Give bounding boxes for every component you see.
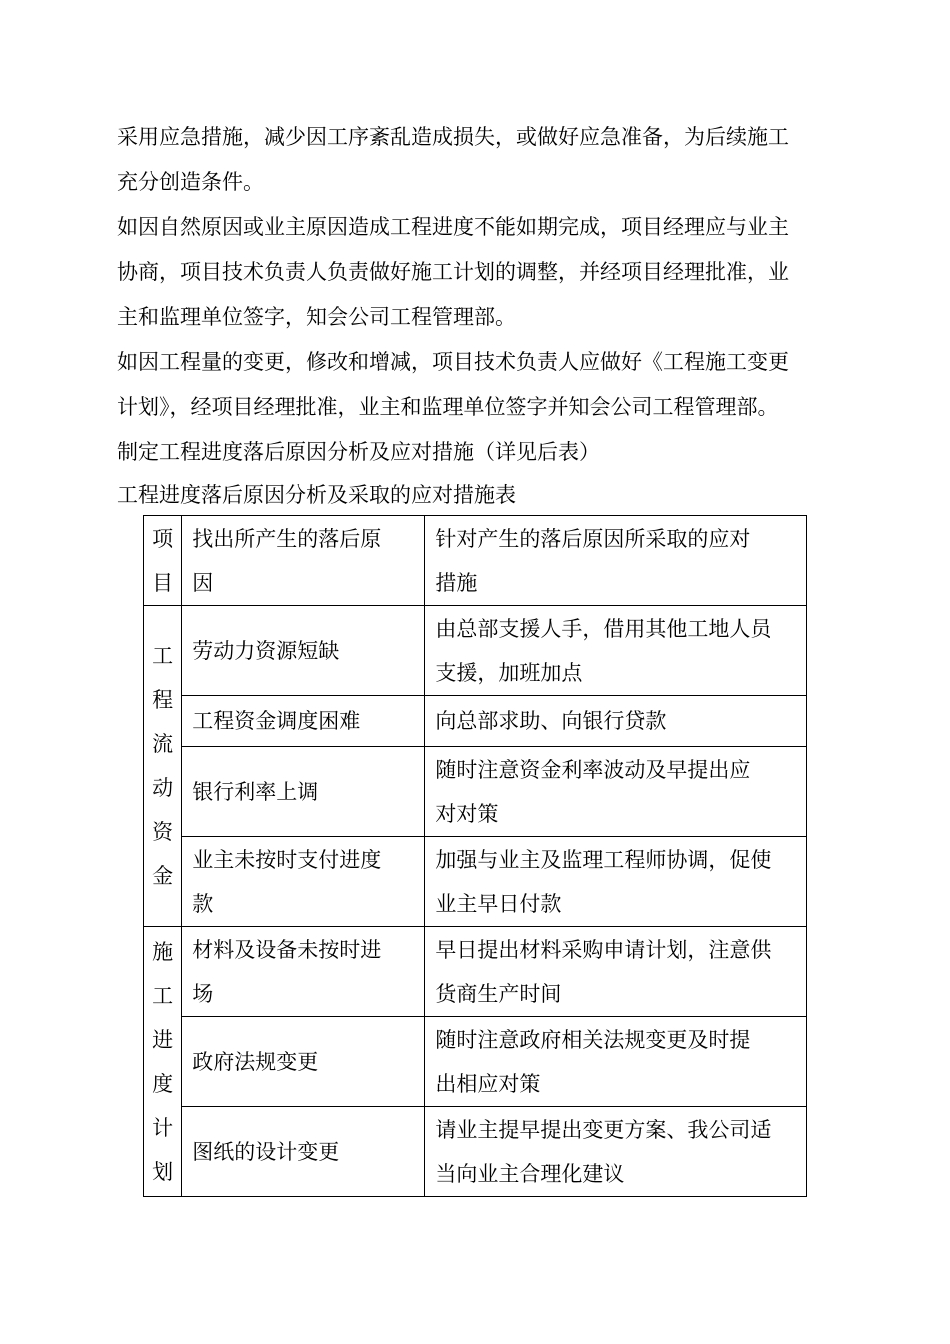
measure-cell — [425, 837, 807, 927]
cause-line: 图纸的设计变更 — [192, 1139, 340, 1164]
table-title: 工程进度落后原因分析及采取的应对措施表 — [117, 483, 516, 507]
cause-cell — [182, 1107, 425, 1197]
paragraph-emergency-measures — [117, 115, 839, 205]
text-line: 制定工程进度落后原因分析及应对措施（详见后表） — [117, 440, 600, 464]
cause-line: 劳动力资源短缺 — [192, 638, 340, 663]
measure-line: 请业主提早提出变更方案、我公司适 — [435, 1117, 772, 1142]
cause-line: 款 — [192, 891, 214, 916]
group-label-char: 进 — [152, 1027, 174, 1052]
cause-line: 政府法规变更 — [192, 1049, 319, 1074]
delay-measures-table — [143, 515, 807, 1197]
table-row — [144, 1017, 807, 1107]
header-item-char: 项 — [152, 526, 174, 551]
cause-cell — [182, 606, 425, 696]
group-label-working-capital — [144, 606, 182, 927]
cause-line: 场 — [192, 981, 214, 1006]
measure-cell — [425, 747, 807, 837]
measure-line: 当向业主合理化建议 — [435, 1161, 625, 1186]
group-label-char: 工 — [152, 983, 174, 1008]
group-label-char: 施 — [152, 939, 174, 964]
measure-cell — [425, 606, 807, 696]
group-label-char: 金 — [152, 864, 174, 888]
cause-cell — [182, 747, 425, 837]
table-row — [144, 837, 807, 927]
group-label-char: 工 — [152, 644, 174, 668]
table-row — [144, 696, 807, 747]
measure-line: 出相应对策 — [435, 1071, 541, 1096]
cause-line: 材料及设备未按时进 — [192, 937, 382, 962]
measure-cell — [425, 927, 807, 1017]
paragraph-analysis-intro — [117, 430, 839, 475]
measure-line: 由总部支援人手，借用其他工地人员 — [435, 616, 772, 641]
cause-cell — [182, 1017, 425, 1107]
text-line: 协商，项目技术负责人负责做好施工计划的调整，并经项目经理批准，业 — [117, 260, 789, 284]
group-label-char: 流 — [152, 732, 174, 756]
table-row — [144, 927, 807, 1017]
cause-line: 业主未按时支付进度 — [192, 847, 382, 872]
group-label-char: 计 — [152, 1115, 174, 1140]
header-item-char: 目 — [152, 570, 174, 595]
text-line: 计划》，经项目经理批准，业主和监理单位签字并知会公司工程管理部。 — [117, 395, 779, 419]
header-item — [144, 516, 182, 606]
measure-line: 随时注意政府相关法规变更及时提 — [435, 1027, 751, 1052]
header-cause-line: 因 — [192, 570, 214, 595]
measure-line: 业主早日付款 — [435, 891, 562, 916]
header-measure-line: 措施 — [435, 570, 478, 595]
paragraph-quantity-change — [117, 340, 839, 430]
header-cause-line: 找出所产生的落后原 — [192, 526, 382, 551]
measure-cell — [425, 1017, 807, 1107]
measure-line: 支援，加班加点 — [435, 660, 583, 685]
table-row — [144, 747, 807, 837]
cause-line: 工程资金调度困难 — [192, 709, 361, 733]
cause-line: 银行利率上调 — [192, 779, 319, 804]
measure-line: 早日提出材料采购申请计划，注意供 — [435, 937, 772, 962]
paragraph-schedule-adjustment — [117, 205, 839, 340]
table-header-row — [144, 516, 807, 606]
group-label-char: 程 — [152, 688, 174, 712]
cause-cell — [182, 837, 425, 927]
measure-line: 随时注意资金利率波动及早提出应 — [435, 757, 751, 782]
group-label-char: 度 — [152, 1071, 174, 1096]
cause-cell — [182, 696, 425, 747]
table-row — [144, 1107, 807, 1197]
cause-cell — [182, 927, 425, 1017]
text-line: 采用应急措施，减少因工序紊乱造成损失，或做好应急准备，为后续施工 — [117, 125, 789, 149]
text-line: 如因工程量的变更，修改和增减，项目技术负责人应做好《工程施工变更 — [117, 350, 789, 374]
measure-line: 对对策 — [435, 801, 499, 826]
measure-line: 货商生产时间 — [435, 981, 562, 1006]
measure-line: 加强与业主及监理工程师协调，促使 — [435, 847, 772, 872]
measure-line: 向总部求助、向银行贷款 — [435, 709, 667, 733]
group-label-char: 动 — [152, 776, 174, 800]
text-line: 如因自然原因或业主原因造成工程进度不能如期完成，项目经理应与业主 — [117, 215, 789, 239]
measure-cell — [425, 1107, 807, 1197]
group-label-char: 划 — [152, 1159, 174, 1184]
group-label-construction-schedule — [144, 927, 182, 1197]
header-cause — [182, 516, 425, 606]
group-label-char: 资 — [152, 820, 174, 844]
text-line: 充分创造条件。 — [117, 170, 264, 194]
text-line: 主和监理单位签字，知会公司工程管理部。 — [117, 305, 516, 329]
table-row — [144, 606, 807, 696]
header-measure — [425, 516, 807, 606]
measure-cell — [425, 696, 807, 747]
header-measure-line: 针对产生的落后原因所采取的应对 — [435, 526, 751, 551]
